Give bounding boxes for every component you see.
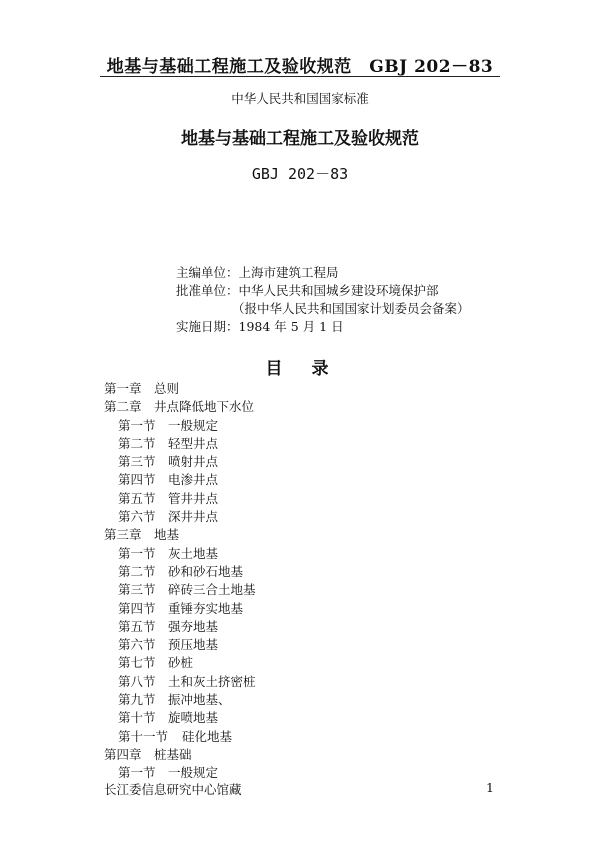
date-line — [176, 317, 344, 335]
date-label: 实施日期： — [176, 319, 239, 334]
toc-chapter-4[interactable]: 第四章 桩基础 — [104, 746, 192, 762]
toc-section[interactable]: 第四节 电渗井点 — [118, 472, 219, 488]
toc-section[interactable]: 第一节 一般规定 — [118, 765, 219, 781]
approver-line — [176, 281, 439, 299]
toc-section[interactable]: 第一节 灰土地基 — [118, 545, 219, 561]
running-header-title: 地基与基础工程施工及验收规范 GBJ 202－83 — [106, 57, 494, 77]
date-value: 1984 年 5 月 1 日 — [238, 319, 344, 334]
toc-section[interactable]: 第二节 砂和砂石地基 — [118, 563, 244, 579]
editor-value: 上海市建筑工程局 — [238, 265, 339, 280]
editor-line — [176, 263, 339, 281]
standard-type: 中华人民共和国国家标准 — [231, 91, 369, 106]
toc-section[interactable]: 第七节 砂桩 — [118, 655, 194, 671]
document-title: 地基与基础工程施工及验收规范 — [181, 129, 419, 149]
toc-section[interactable]: 第九节 振冲地基、 — [118, 692, 231, 708]
toc-section[interactable]: 第二节 轻型井点 — [118, 435, 219, 451]
toc-chapter-3[interactable]: 第三章 地基 — [104, 527, 180, 543]
toc-section[interactable]: 第五节 强夯地基 — [118, 618, 219, 634]
document-code: GBJ 202－83 — [251, 165, 349, 183]
page-number: 1 — [486, 780, 494, 795]
toc-section[interactable]: 第十一节 硅化地基 — [118, 728, 233, 744]
toc-section[interactable]: 第三节 喷射井点 — [118, 454, 219, 470]
toc-section[interactable]: 第一节 一般规定 — [118, 417, 219, 433]
toc-section[interactable]: 第六节 深井井点 — [118, 509, 219, 525]
editor-label: 主编单位： — [176, 265, 239, 280]
table-of-contents — [104, 380, 256, 783]
toc-section[interactable]: 第六节 预压地基 — [118, 637, 219, 653]
toc-section[interactable]: 第十节 旋喷地基 — [118, 710, 219, 726]
toc-chapter-1[interactable]: 第一章 总则 — [104, 381, 180, 396]
approver-label: 批准单位： — [176, 283, 239, 298]
header-rule — [100, 76, 500, 77]
toc-section[interactable]: 第八节 土和灰土挤密桩 — [118, 673, 256, 689]
footer-library: 长江委信息研究中心馆藏 — [104, 782, 242, 797]
toc-section[interactable]: 第五节 管井井点 — [118, 490, 219, 506]
toc-heading: 目 录 — [265, 359, 335, 379]
approver-note: （报中华人民共和国国家计划委员会备案） — [232, 301, 470, 316]
toc-section[interactable]: 第三节 碎砖三合土地基 — [118, 582, 256, 598]
toc-section[interactable]: 第四节 重锤夯实地基 — [118, 600, 244, 616]
toc-chapter-2[interactable]: 第二章 井点降低地下水位 — [104, 399, 255, 415]
approver-value: 中华人民共和国城乡建设环境保护部 — [238, 283, 439, 298]
